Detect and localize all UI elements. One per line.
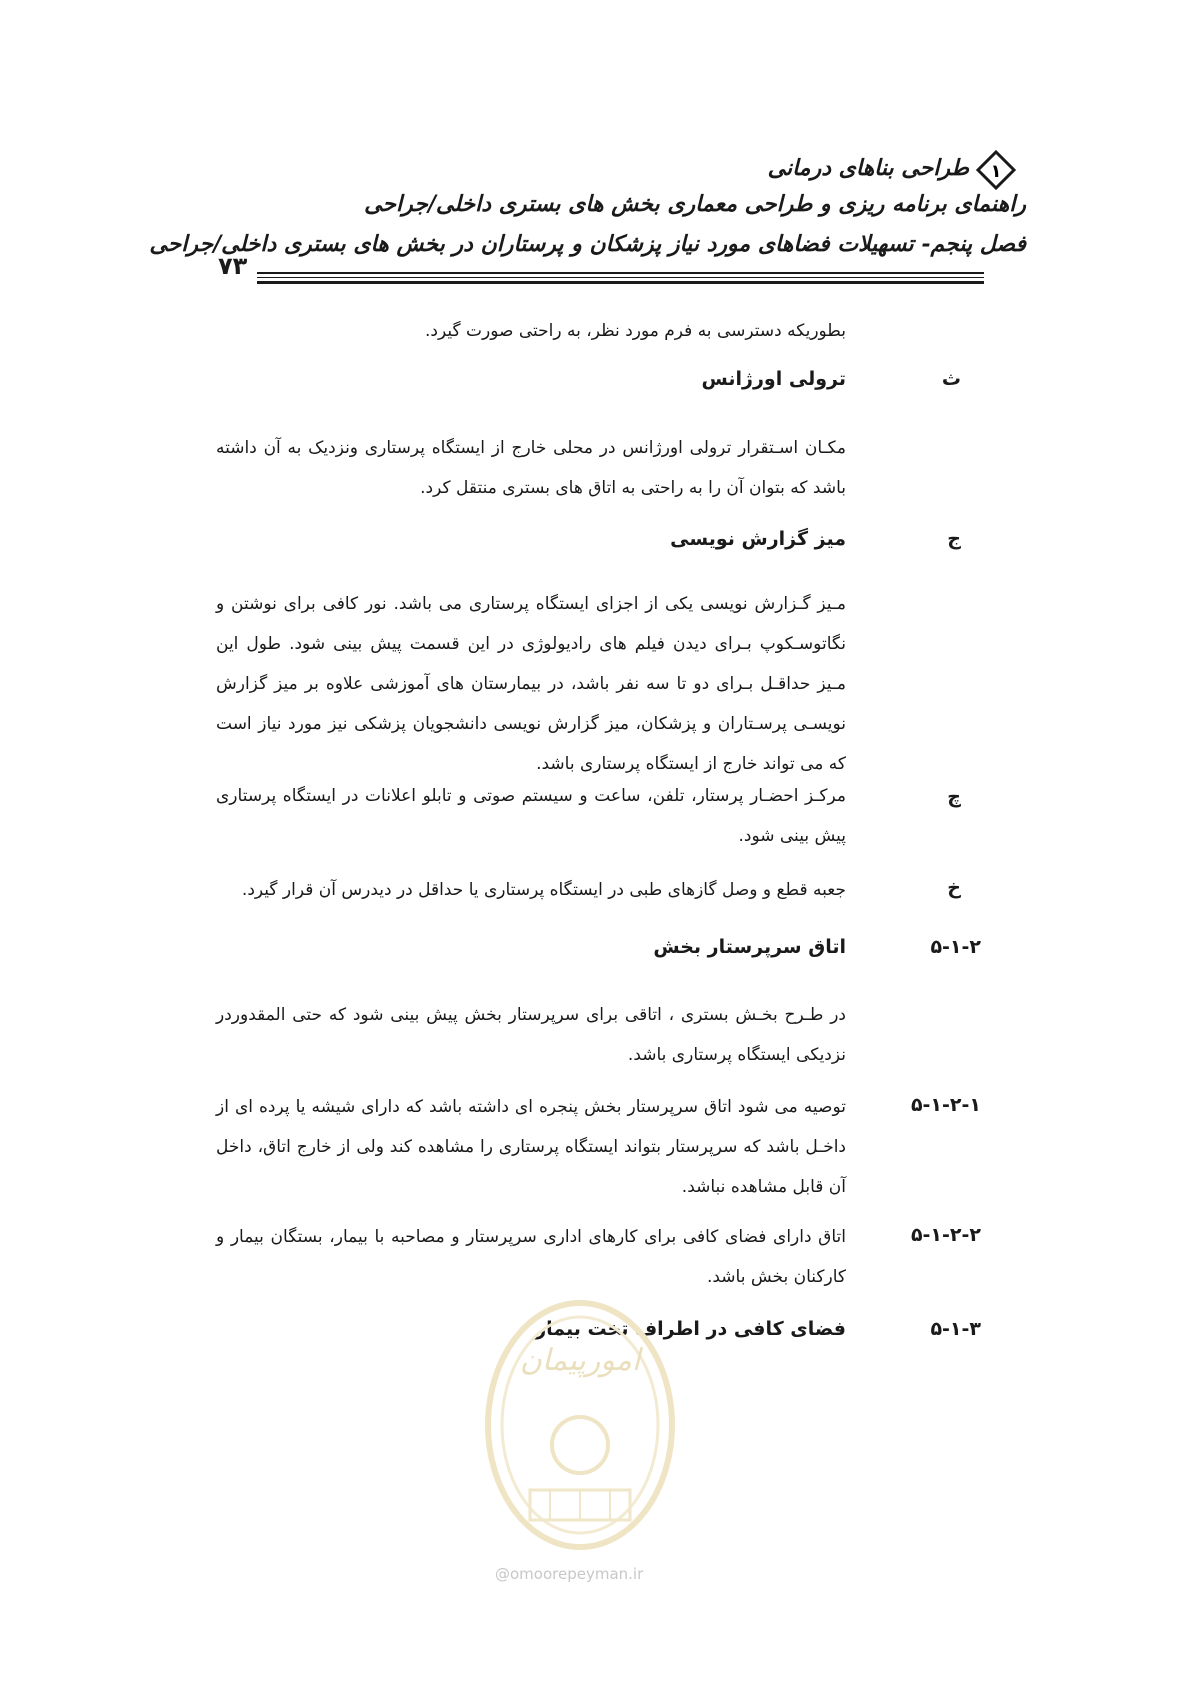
paragraph: توصیه می شود اتاق سرپرستار بخش پنجره ای داشته باشد که دارای شیشه یا پرده ای از داخـل باشد که سرپرستار بتواند ایستگاه پرستاری را مشاهده کند ولی از خارج اتاق، داخل آن قابل مشاهده نباشد. bbox=[216, 1097, 846, 1197]
paragraph: جعبه قطع و وصل گازهای طبی در ایستگاه پرستاری یا حداقل در دیدرس آن قرار گیرد. bbox=[241, 880, 846, 900]
page-number: ۷۳ bbox=[218, 252, 248, 280]
section-number: ۵-۱-۳ bbox=[930, 1318, 981, 1340]
chapter-title: فصل پنجم- تسهیلات فضاهای مورد نیاز پزشکان و پرستاران در بخش های بستری داخلی/جراحی bbox=[149, 231, 1026, 257]
guide-title: راهنمای برنامه ریزی و طراحی معماری بخش های بستری داخلی/جراحی bbox=[364, 191, 1026, 217]
header-rule bbox=[257, 277, 984, 278]
volume-number: ۱ bbox=[990, 161, 1002, 182]
item-heading: ترولی اورژانس bbox=[701, 368, 846, 390]
paragraph: بطوریکه دسترسی به فرم مورد نظر، به راحتی صورت گیرد. bbox=[425, 321, 846, 341]
item-marker: ث bbox=[941, 368, 961, 390]
section-heading: اتاق سرپرستار بخش bbox=[653, 936, 846, 958]
watermark-logo-text: امورپیمان bbox=[519, 1343, 641, 1378]
item-marker: خ bbox=[947, 877, 961, 899]
item-heading: میز گزارش نویسی bbox=[670, 528, 846, 550]
header-rule bbox=[257, 281, 984, 284]
seal-logo-icon bbox=[480, 1300, 680, 1570]
paragraph: مرکـز احضـار پرستار، تلفن، ساعت و سیستم صوتی و تابلو اعلانات در ایستگاه پرستاری پیش بینی شود. bbox=[216, 786, 846, 846]
item-marker: چ bbox=[947, 786, 961, 808]
item-marker: ج bbox=[947, 528, 961, 550]
section-number: ۵-۱-۲ bbox=[930, 936, 981, 958]
section-number: ۵-۱-۲-۱ bbox=[910, 1094, 981, 1116]
watermark-url: @omoorepeyman.ir bbox=[495, 1565, 644, 1583]
paragraph: اتاق دارای فضای کافی برای کارهای اداری سرپرستار و مصاحبه با بیمار، بستگان بیمار و کارکنان بخش باشد. bbox=[216, 1227, 846, 1287]
paragraph: مکـان اسـتقرار ترولی اورژانس در محلی خارج از ایستگاه پرستاری ونزدیک به آن داشته باشد که بتوان آن را به راحتی به اتاق های بستری منتقل کرد. bbox=[216, 438, 846, 498]
section-heading: فضای کافی در اطراف تخت بیمار bbox=[535, 1318, 846, 1340]
volume-diamond-icon bbox=[976, 150, 1016, 190]
header-rule bbox=[257, 272, 984, 274]
book-title: طراحی بناهای درمانی bbox=[767, 155, 969, 181]
paragraph: در طـرح بخـش بستری ، اتاقی برای سرپرستار بخش پیش بینی شود که حتی المقدوردر نزدیکی ایستگاه پرستاری باشد. bbox=[216, 1005, 846, 1065]
section-number: ۵-۱-۲-۲ bbox=[910, 1224, 981, 1246]
paragraph: مـیز گـزارش نویسی یکی از اجزای ایستگاه پرستاری می باشد. نور کافی برای نوشتن و نگاتوسـکوپ بـرای دیدن فیلم های رادیولوژی در این قسمت پیش بینی شود. طول این مـیز حداقـل بـرای دو تا سه نفر باشد، در بیمارستان های آموزشی علاوه بر میز گزارش نویسـی پرسـتاران و پزشکان، میز گزارش نویسی دانشجویان پزشکی نیز مورد نیاز است که می تواند خارج از ایستگاه پرستاری باشد. bbox=[216, 594, 846, 774]
